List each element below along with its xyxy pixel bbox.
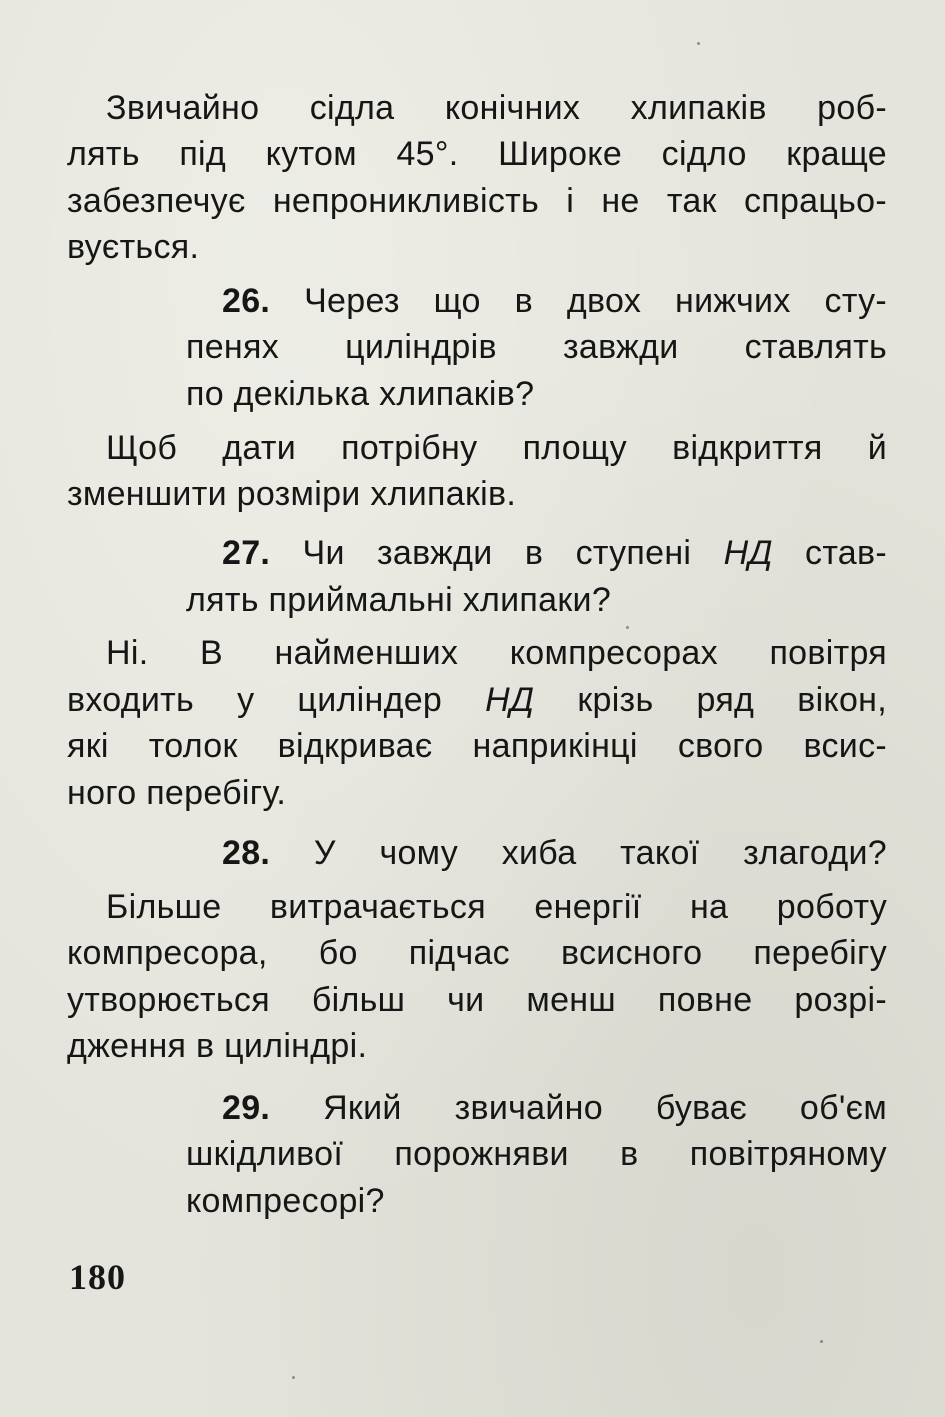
question-text: став- <box>805 534 887 572</box>
answer-27-line: Ні. В найменших компресорах повітря <box>106 634 887 672</box>
paragraph-line: лять під кутом 45°. Широке сідло краще <box>67 135 887 173</box>
answer-28-line: дження в циліндрі. <box>67 1027 368 1065</box>
question-26-line: по декілька хлипаків? <box>186 375 535 413</box>
question-29-line <box>222 1088 887 1128</box>
question-28-line <box>222 833 887 873</box>
answer-27-line: які толок відкриває наприкінці свого всис- <box>67 727 887 765</box>
paper-speck <box>292 1376 295 1379</box>
paper-speck <box>626 626 629 629</box>
question-27-line: лять приймальні хлипаки? <box>186 581 612 619</box>
answer-27-line <box>67 680 887 720</box>
abbreviation-nd: НД <box>485 681 535 719</box>
abbreviation-nd: НД <box>723 534 773 572</box>
question-27-line <box>222 533 887 573</box>
question-26-line <box>222 281 887 321</box>
paragraph-line: вується. <box>67 228 200 266</box>
question-text: Який звичайно буває об'єм <box>323 1089 887 1127</box>
question-29-line: шкідливої порожняви в повітряному <box>186 1135 887 1173</box>
page-number: 180 <box>69 1257 126 1297</box>
question-text: У чому хиба такої злагоди? <box>313 834 887 872</box>
paper-speck <box>820 1340 823 1343</box>
question-number: 27. <box>222 534 271 572</box>
answer-text: входить у циліндер <box>67 681 443 719</box>
answer-26-line: Щоб дати потрібну площу відкриття й <box>106 429 887 467</box>
answer-text: крізь ряд вікон, <box>577 681 888 719</box>
question-number: 29. <box>222 1089 271 1127</box>
paragraph-line: забезпечує непроникливість і не так спрацьо- <box>67 182 887 220</box>
answer-27-line: ного перебігу. <box>67 774 287 812</box>
answer-28-line: компресора, бо підчас всисного перебігу <box>67 934 887 972</box>
question-text: Через що в двох нижчих сту- <box>304 282 887 320</box>
answer-28-line: утворюється більш чи менш повне розрі- <box>67 981 887 1019</box>
question-29-line: компресорі? <box>186 1182 385 1220</box>
question-number: 26. <box>222 282 271 320</box>
answer-26-line: зменшити розміри хлипаків. <box>67 475 517 513</box>
question-text: Чи завжди в ступені <box>302 534 692 572</box>
paragraph-line: Звичайно сідла конічних хлипаків роб- <box>106 89 887 127</box>
question-26-line: пенях циліндрів завжди ставлять <box>186 328 887 366</box>
answer-28-line: Більше витрачається енергії на роботу <box>106 888 887 926</box>
paper-speck <box>697 42 700 45</box>
question-number: 28. <box>222 834 271 872</box>
